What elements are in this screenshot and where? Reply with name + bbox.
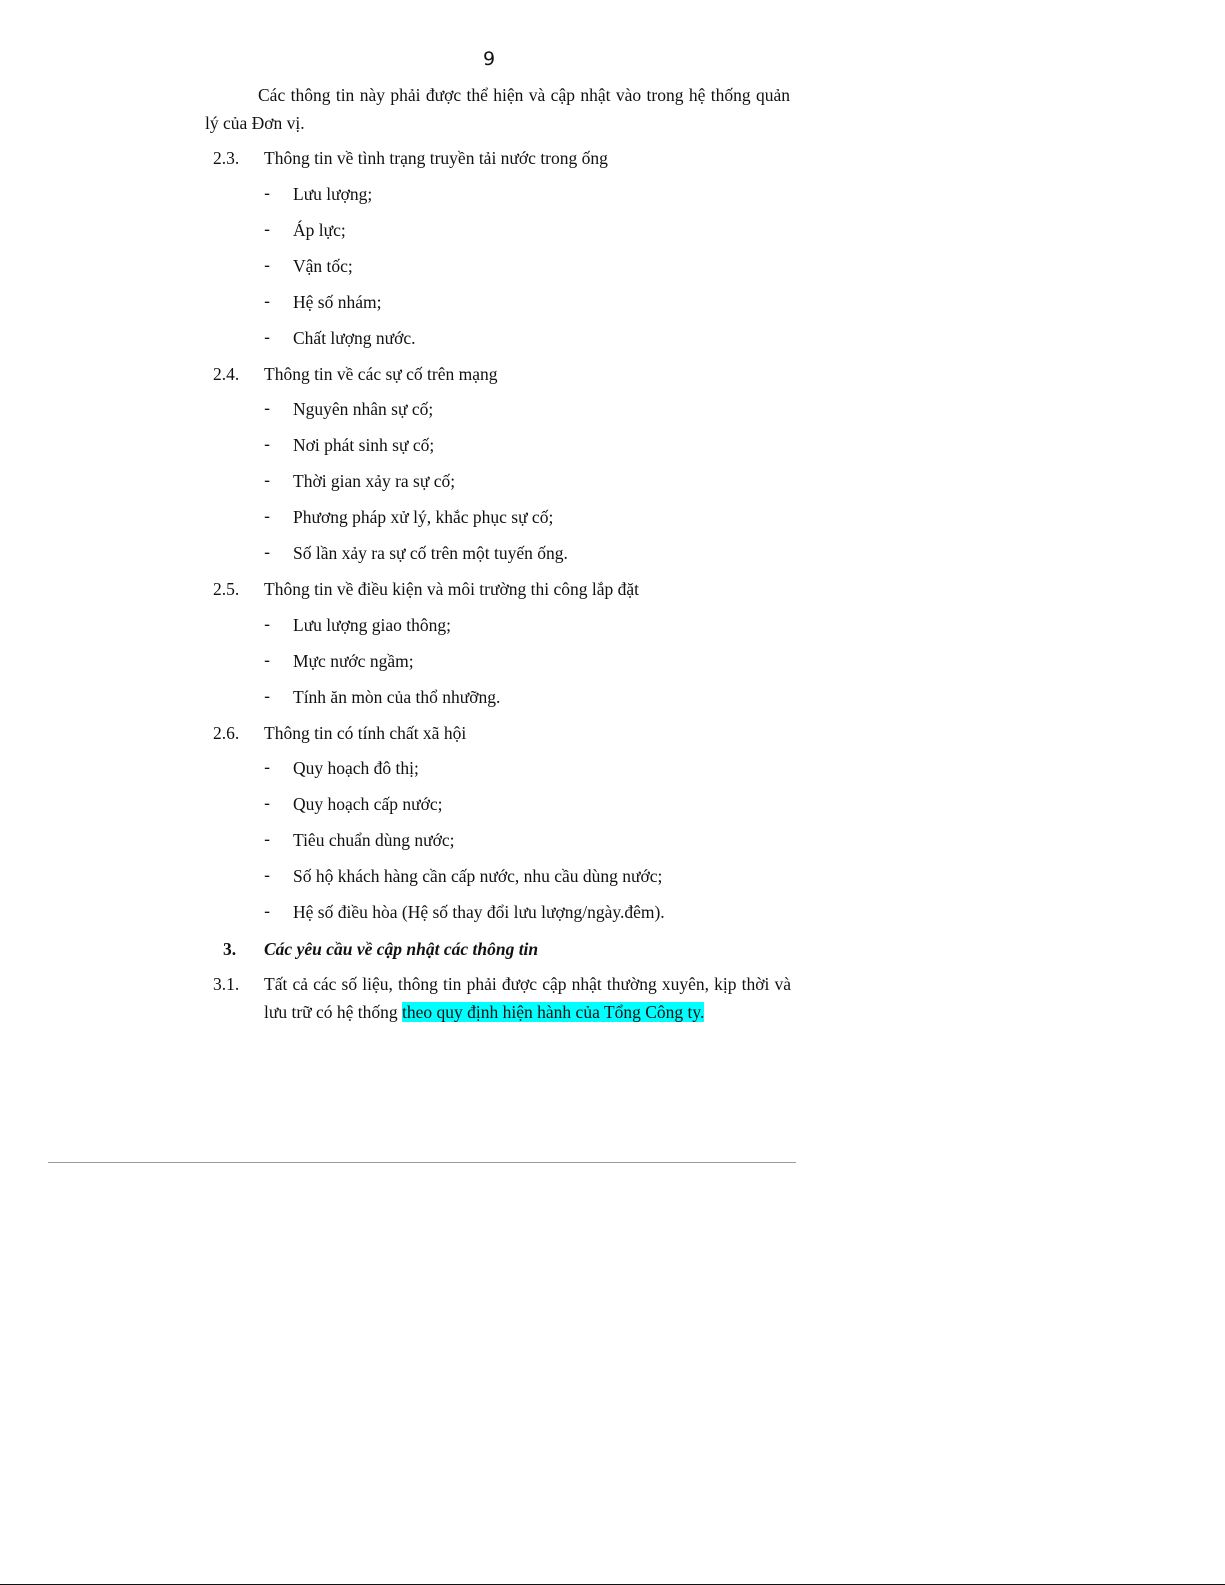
section-number: 2.3. <box>213 148 240 168</box>
section-title: Thông tin về điều kiện và môi trường thi công lắp đặt <box>264 579 639 599</box>
dash-marker: - <box>264 292 271 312</box>
section-number: 2.5. <box>213 579 240 599</box>
section-3-title: Các yêu cầu về cập nhật các thông tin <box>264 939 539 959</box>
dash-marker: - <box>264 399 271 419</box>
list-item-text: Phương pháp xử lý, khắc phục sự cố; <box>293 507 554 527</box>
highlighted-text: theo quy định hiện hành của Tổng Công ty. <box>402 1002 705 1022</box>
dash-marker: - <box>264 507 271 527</box>
list-item-text: Vận tốc; <box>293 256 353 276</box>
dash-marker: - <box>264 256 271 276</box>
intro-paragraph: Các thông tin này phải được thể hiện và cập nhật vào trong hệ thống quản lý của Đơn vị. <box>205 85 790 133</box>
list-item-text: Lưu lượng giao thông; <box>293 615 452 635</box>
dash-marker: - <box>264 794 271 814</box>
section-number: 2.4. <box>213 364 240 384</box>
dash-marker: - <box>264 651 271 671</box>
dash-marker: - <box>264 866 271 886</box>
list-item-text: Quy hoạch đô thị; <box>293 758 419 778</box>
section-title: Thông tin về tình trạng truyền tải nước trong ống <box>264 148 608 168</box>
item-3-1-paragraph <box>264 970 791 1026</box>
dash-marker: - <box>264 184 271 204</box>
dash-marker: - <box>264 758 271 778</box>
list-item-text: Áp lực; <box>293 220 346 240</box>
dash-marker: - <box>264 220 271 240</box>
item-3-1-text: Tất cả các số liệu, thông tin phải được cập nhật thường xuyên, kịp thời và lưu trữ có hệ thống <box>264 974 791 1022</box>
list-item-text: Số lần xảy ra sự cố trên một tuyến ống. <box>293 543 568 563</box>
section-title: Thông tin có tính chất xã hội <box>264 723 467 743</box>
list-item-text: Nguyên nhân sự cố; <box>293 399 434 419</box>
dash-marker: - <box>264 830 271 850</box>
dash-marker: - <box>264 615 271 635</box>
list-item-text: Thời gian xảy ra sự cố; <box>293 471 456 491</box>
list-item-text: Hệ số nhám; <box>293 292 382 312</box>
item-number: 3.1. <box>213 974 240 994</box>
page-separator <box>48 1162 796 1163</box>
list-item-text: Chất lượng nước. <box>293 328 416 348</box>
list-item-text: Tiêu chuẩn dùng nước; <box>293 830 455 850</box>
dash-marker: - <box>264 902 271 922</box>
page-number: 9 <box>483 48 496 70</box>
list-item-text: Tính ăn mòn của thổ nhưỡng. <box>293 687 501 707</box>
list-item-text: Hệ số điều hòa (Hệ số thay đổi lưu lượng/ngày.đêm). <box>293 902 665 922</box>
section-title: Thông tin về các sự cố trên mạng <box>264 364 498 384</box>
dash-marker: - <box>264 471 271 491</box>
section-number: 2.6. <box>213 723 240 743</box>
dash-marker: - <box>264 435 271 455</box>
dash-marker: - <box>264 543 271 563</box>
dash-marker: - <box>264 328 271 348</box>
dash-marker: - <box>264 687 271 707</box>
section-3-number: 3. <box>223 939 237 959</box>
list-item-text: Số hộ khách hàng cần cấp nước, nhu cầu dùng nước; <box>293 866 663 886</box>
list-item-text: Mực nước ngầm; <box>293 651 414 671</box>
list-item-text: Nơi phát sinh sự cố; <box>293 435 435 455</box>
list-item-text: Quy hoạch cấp nước; <box>293 794 443 814</box>
list-item-text: Lưu lượng; <box>293 184 373 204</box>
